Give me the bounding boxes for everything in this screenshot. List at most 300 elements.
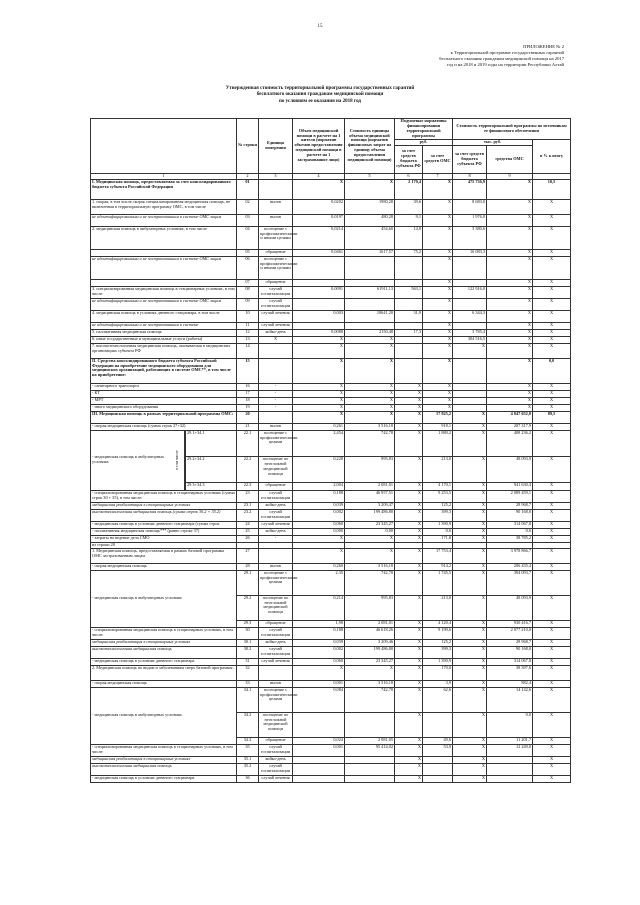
header-budget-cost: за счет средств бюджета субъекта РФ xyxy=(453,145,487,173)
cell-c5: 995,83 xyxy=(345,595,395,620)
cell-c8: 16 083,3 xyxy=(453,249,487,256)
cell-c7: X xyxy=(423,397,453,404)
cell-c3: - xyxy=(259,383,293,390)
cell-c10: X xyxy=(533,646,571,658)
cell-c5: X xyxy=(345,390,395,397)
cell-c2: 01 xyxy=(237,179,259,199)
cell-c2: 20 xyxy=(237,411,259,423)
cell-c9: X xyxy=(487,322,533,329)
cell-c3: случай госпитализации xyxy=(259,509,293,521)
cell-c7: 1 880,2 xyxy=(423,430,453,456)
cell-c9: X xyxy=(487,336,533,343)
cell-c4: 2,35 xyxy=(293,570,345,595)
cell-c10: X xyxy=(533,665,571,680)
cell-c8: 3 380,6 xyxy=(453,226,487,249)
cell-c3: случай госпитализации xyxy=(259,627,293,639)
cell-c2: 26 xyxy=(237,535,259,542)
cell-c3: посещение с профилактическими целями xyxy=(259,430,293,456)
cell-c8: X xyxy=(453,756,487,763)
cell-c6 xyxy=(395,336,423,343)
cell-c8: X xyxy=(453,548,487,563)
cell-c6: X xyxy=(395,430,423,456)
cell-c9: 408 236,2 xyxy=(487,430,533,456)
sub-rows xyxy=(185,431,236,490)
cell-c3: посещение по неотложной медицинской помощи xyxy=(259,595,293,620)
cell-c3: случай лечения xyxy=(259,521,293,528)
cell-c10: X xyxy=(533,430,571,456)
cell-c5 xyxy=(345,775,395,782)
cell-c3: посещение по неотложной медицинской помощи xyxy=(259,712,293,737)
cell-c10: X xyxy=(533,509,571,521)
cell-c10: X xyxy=(533,639,571,646)
cell-c5: 1980,28 xyxy=(345,199,395,214)
column-number: 7 xyxy=(423,173,453,179)
table-row xyxy=(91,256,571,279)
cell-c10: X xyxy=(533,744,571,756)
cell-c4: 0,024 xyxy=(293,737,345,744)
cell-c5: 454,60 xyxy=(345,226,395,249)
cell-c7: 4 120,4 xyxy=(423,620,453,627)
cell-c4: 0,001 xyxy=(293,744,345,756)
cell-c3: койко-день xyxy=(259,639,293,646)
cell-c4 xyxy=(293,298,345,310)
cell-c9: 38 397,6 xyxy=(487,665,533,680)
cell-c7: 53,9 xyxy=(423,744,453,756)
cell-c4: X xyxy=(293,383,345,390)
cell-c3: случай госпитализации xyxy=(259,763,293,775)
cell-c6: X xyxy=(395,423,423,430)
cell-c7: 1 390,9 xyxy=(423,521,453,528)
group-vertical-label: в том числе xyxy=(175,431,185,490)
cell-c7: 0,0 xyxy=(423,528,453,535)
appendix-line: к Территориальной программе государственных гарантий xyxy=(450,50,564,55)
table-row xyxy=(91,423,571,430)
cell-c7: 49,6 xyxy=(423,737,453,744)
appendix-caption xyxy=(439,44,564,68)
cell-c9: X xyxy=(487,329,533,336)
cell-c6: 17,3 xyxy=(395,329,423,336)
table-row xyxy=(91,548,571,563)
cell-c2: 35.1 xyxy=(237,756,259,763)
cell-c10: X xyxy=(533,322,571,329)
cell-c5: 3 209,47 xyxy=(345,502,395,509)
cell-c4: 0,188 xyxy=(293,490,345,502)
cell-c6 xyxy=(395,256,423,279)
cell-c7 xyxy=(423,763,453,775)
cell-c10: X xyxy=(533,627,571,639)
cell-c1: - специализированная медицинская помощь в стационарных условиях, в том числе: xyxy=(91,744,237,756)
cell-c5: X xyxy=(345,535,395,542)
cell-c6: X xyxy=(395,390,423,397)
cell-c10: X xyxy=(533,279,571,286)
cell-c1: - медицинская помощь в условиях дневного стационара (сумма строк xyxy=(91,521,237,528)
cell-c9: 0,0 xyxy=(487,528,533,535)
cell-c6: X xyxy=(395,627,423,639)
cell-c4: 0,001 xyxy=(293,680,345,687)
cell-c5: 95 414,02 xyxy=(345,744,395,756)
cell-c4: X xyxy=(293,397,345,404)
cell-c4 xyxy=(293,775,345,782)
cell-c9: X xyxy=(487,286,533,298)
cell-c10: X xyxy=(533,343,571,358)
cell-c10: X xyxy=(533,329,571,336)
cell-c2: 30.2 xyxy=(237,646,259,658)
cell-c2: 22.2 xyxy=(237,456,259,482)
cell-c4: X xyxy=(293,179,345,199)
cell-c2: 14 xyxy=(237,343,259,358)
cell-c10: X xyxy=(533,390,571,397)
cell-c7: X xyxy=(423,343,453,358)
cell-c3: - xyxy=(259,397,293,404)
cell-c6 xyxy=(395,298,423,310)
cell-c4: 0,261 xyxy=(293,423,345,430)
cell-c9 xyxy=(487,763,533,775)
cell-c1: - паллиативная медицинская помощь*** (равно строке 37) xyxy=(91,528,237,535)
cell-c7: 1 390,9 xyxy=(423,658,453,665)
header-unit-cost: Стоимость единицы объема медицинской помощи (норматив финансовых затрат на единицу объема предоставления медицинской помощи) xyxy=(345,119,395,174)
cell-c1: 2. медицинская помощь в амбулаторных условиях, в том числе xyxy=(91,226,237,249)
cell-c10: X xyxy=(533,535,571,542)
cell-c6: X xyxy=(395,775,423,782)
cell-c10: X xyxy=(533,199,571,214)
cell-c5: 995,83 xyxy=(345,456,395,482)
cell-c4: 0,260 xyxy=(293,563,345,570)
cell-c9 xyxy=(487,756,533,763)
page-number: 15 xyxy=(317,24,323,29)
cell-c4: X xyxy=(293,390,345,397)
table-row xyxy=(91,687,571,712)
cell-c1: медицинская реабилитация в стационарных условиях xyxy=(91,502,237,509)
cell-c1: высокотехнологичная медицинская помощь xyxy=(91,646,237,658)
cell-c7: X xyxy=(423,199,453,214)
cell-c7: 125,2 xyxy=(423,502,453,509)
cell-c1: не идентифицированным и не застрахованным в системе xyxy=(91,322,237,329)
cell-c7: 3,9 xyxy=(423,680,453,687)
cell-c8 xyxy=(453,390,487,397)
cell-c5: 742,78 xyxy=(345,687,395,712)
cell-c1: - иного медицинского оборудования xyxy=(91,404,237,411)
cell-c3: посещение с профилактическими и иными целями xyxy=(259,256,293,279)
cell-c5: 2150,48 xyxy=(345,329,395,336)
title-line: Утвержденная стоимость территориальной программы государственных гарантий xyxy=(225,86,415,91)
cell-c5 xyxy=(345,756,395,763)
table-row xyxy=(91,397,571,404)
table-row xyxy=(91,343,571,358)
cell-c4: 0,084 xyxy=(293,687,345,712)
cell-c2: 07 xyxy=(237,279,259,286)
header-thousand-rub: тыс. руб. xyxy=(453,139,533,145)
cell-c2: 15 xyxy=(237,358,259,383)
cell-c8: X xyxy=(453,744,487,756)
cell-c7: 1 745,5 xyxy=(423,570,453,595)
cell-c2: 10 xyxy=(237,310,259,322)
cell-c7: 918,1 xyxy=(423,423,453,430)
cell-c5: X xyxy=(345,383,395,390)
cell-c3: - xyxy=(259,390,293,397)
cell-c2: 28 xyxy=(237,563,259,570)
cell-c9: 90 168,0 xyxy=(487,646,533,658)
cell-c8: X xyxy=(453,423,487,430)
cell-c9: 314 067,8 xyxy=(487,521,533,528)
cell-c7: X xyxy=(423,404,453,411)
cell-c4: X xyxy=(293,358,345,383)
cell-c10: X xyxy=(533,658,571,665)
cell-c4: 1,98 xyxy=(293,620,345,627)
cell-c6: 31,9 xyxy=(395,310,423,322)
cell-c2: 22.3 xyxy=(237,483,259,490)
cell-c1: не идентифицированным и не застрахованным в системе ОМС лицам xyxy=(91,256,237,279)
cell-c6: X xyxy=(395,687,423,712)
cell-c10: 89,5 xyxy=(533,411,571,423)
cell-c4: 2,004 xyxy=(293,483,345,490)
cell-c6: 9,1 xyxy=(395,214,423,226)
cell-c6: X xyxy=(395,570,423,595)
table-row xyxy=(91,665,571,680)
cell-c9: 941 630,4 xyxy=(487,483,533,490)
cell-c9: 48 093,9 xyxy=(487,595,533,620)
document-title xyxy=(150,86,490,105)
cell-c5 xyxy=(345,256,395,279)
cost-table xyxy=(90,118,571,783)
cell-c6: X xyxy=(395,509,423,521)
cell-c1: 1. скорая, в том числе скорая специализированная медицинская помощь, не включенная в территориальную программу ОМС, в том числе xyxy=(91,199,237,214)
cell-c9: 28 968,7 xyxy=(487,502,533,509)
cell-c7: X xyxy=(423,358,453,383)
cell-c2: 11 xyxy=(237,322,259,329)
cell-c2: 04 xyxy=(237,226,259,249)
cell-c5: X xyxy=(345,336,395,343)
cell-c2: 05 xyxy=(237,249,259,256)
header-volume: Объем медицинской помощи в расчете на 1 жителя (норматив объемов предоставления медицинской помощи в расчете на 1 застрахованное лицо) xyxy=(293,119,345,174)
table-row xyxy=(91,627,571,639)
appendix-line: год и на 2018 и 2019 годы на территории Республики Алтай xyxy=(446,62,564,67)
cell-c9: X xyxy=(487,390,533,397)
cell-c1: 6. иные государственные и муниципальные услуги (работы) xyxy=(91,336,237,343)
cell-c2: 17 xyxy=(237,390,259,397)
cell-c6 xyxy=(395,358,423,383)
column-number: 4 xyxy=(293,173,345,179)
cell-c5: 480,28 xyxy=(345,214,395,226)
cell-c9: 2 077 210,0 xyxy=(487,627,533,639)
cell-c10: X xyxy=(533,763,571,775)
cell-c4: 0,039 xyxy=(293,502,345,509)
cell-c9: X xyxy=(487,310,533,322)
cell-c10: X xyxy=(533,595,571,620)
cell-c5: 2 081,01 xyxy=(345,483,395,490)
cell-c3: обращение xyxy=(259,620,293,627)
cell-c5: X xyxy=(345,397,395,404)
cell-c2: 23 xyxy=(237,490,259,502)
cell-c2: 09 xyxy=(237,298,259,310)
column-number: 5 xyxy=(345,173,395,179)
cell-c1: - КТ xyxy=(91,390,237,397)
cell-c10: X xyxy=(533,563,571,570)
cell-c9: 28 968,7 xyxy=(487,639,533,646)
cell-c3: - xyxy=(259,404,293,411)
cell-c9: 207 317,9 xyxy=(487,423,533,430)
cell-c1: - скорая медицинская помощь (сумма строк 27+32) xyxy=(91,423,237,430)
cell-c10: X xyxy=(533,310,571,322)
cell-c7: 17 753,4 xyxy=(423,548,453,563)
cell-c9: X xyxy=(487,358,533,383)
cell-c5: 742,78 xyxy=(345,430,395,456)
cell-c8: 6 344,3 xyxy=(453,310,487,322)
cell-c8: X xyxy=(453,456,487,482)
cell-c2: 35.2 xyxy=(237,763,259,775)
cell-c10: X xyxy=(533,397,571,404)
cell-c2: 13 xyxy=(237,336,259,343)
cell-c5: 61911,13 xyxy=(345,286,395,298)
cell-c6: X xyxy=(395,411,423,423)
cell-c1: не идентифицированным и не застрахованным в системе ОМС лицам xyxy=(91,214,237,226)
cell-c3: обращение xyxy=(259,279,293,286)
cell-c9: 930 416,7 xyxy=(487,620,533,627)
group-label-cell xyxy=(91,430,237,490)
cell-c6: X xyxy=(395,737,423,744)
cell-c6: X xyxy=(395,502,423,509)
cell-c3: посещение с профилактическими целями xyxy=(259,570,293,595)
header-budget-per-capita: за счет средств бюджета субъекта РФ xyxy=(395,145,423,173)
cell-c8: 3 785,4 xyxy=(453,329,487,336)
cell-c8: X xyxy=(453,658,487,665)
cell-c5: 46 618,26 xyxy=(345,627,395,639)
cell-c4 xyxy=(293,756,345,763)
cell-c10: X xyxy=(533,383,571,390)
cell-c4: 0,0197 xyxy=(293,214,345,226)
cell-c10: X xyxy=(533,687,571,712)
cell-c2: 27 xyxy=(237,548,259,563)
cell-c2: 34.2 xyxy=(237,712,259,737)
cell-c7: 170,0 xyxy=(423,665,453,680)
cell-c10: X xyxy=(533,502,571,509)
cell-c6: X xyxy=(395,490,423,502)
cell-c2: 32 xyxy=(237,665,259,680)
cell-c10: 0,0 xyxy=(533,358,571,383)
cell-c8: X xyxy=(453,687,487,712)
cell-c1: медицинская реабилитация в стационарных условиях xyxy=(91,756,237,763)
cell-c8: X xyxy=(453,595,487,620)
cell-c7: 9 253,5 xyxy=(423,490,453,502)
cell-c3: случай госпитализации xyxy=(259,744,293,756)
cell-c3: X xyxy=(259,336,293,343)
cell-c4: 0,0202 xyxy=(293,199,345,214)
cell-c2: 35 xyxy=(237,744,259,756)
cell-c10: X xyxy=(533,214,571,226)
cell-c8: X xyxy=(453,775,487,782)
header-program-cost: Стоимость территориальной программы по источникам ее финансового обеспечения xyxy=(453,119,571,140)
cell-c5: X xyxy=(345,358,395,383)
cell-c1: 2. Медицинская помощь по видам и заболеваниям сверх базовой программы: xyxy=(91,665,237,680)
header-per-capita: Подушевые нормативы финансирования территориальной программы xyxy=(395,119,453,140)
cell-c2: 31 xyxy=(237,658,259,665)
cell-c8: 8 683,0 xyxy=(453,199,487,214)
cell-c8: X xyxy=(453,646,487,658)
cell-c7: 399,3 xyxy=(423,509,453,521)
cell-c7 xyxy=(423,712,453,737)
cell-c1: - специализированная медицинская помощь в стационарных условиях (сумма строк 30 + 35), в том числе: xyxy=(91,490,237,502)
cell-c9: X xyxy=(487,298,533,310)
cell-c3: обращение xyxy=(259,737,293,744)
cell-c3: вызов xyxy=(259,563,293,570)
cell-c4: 0,002 xyxy=(293,509,345,521)
cell-c6: X xyxy=(395,639,423,646)
cell-c4: X xyxy=(293,535,345,542)
cell-c5: X xyxy=(345,179,395,199)
title-line: бесплатного оказания гражданам медицинской помощи xyxy=(256,92,384,98)
cell-c7: 399,3 xyxy=(423,646,453,658)
cell-c4: 0,002 xyxy=(293,646,345,658)
cell-c5: X xyxy=(345,343,395,358)
cell-c7: X xyxy=(423,390,453,397)
cell-c2: 23.1 xyxy=(237,502,259,509)
cell-c6: X xyxy=(395,595,423,620)
cell-c8: 475 736,9 xyxy=(453,179,487,199)
cell-c8: X xyxy=(453,509,487,521)
header-oms-cost: средства ОМС xyxy=(487,145,533,173)
cell-c7: 213,0 xyxy=(423,595,453,620)
cell-c2: 18 xyxy=(237,397,259,404)
header-rub: руб. xyxy=(395,139,453,145)
cell-c5: 2 081,05 xyxy=(345,737,395,744)
cell-c1: I. Медицинская помощь, предоставляемая за счет консолидированного бюджета субъекта Российской Федерации xyxy=(91,179,237,199)
cell-c8: X xyxy=(453,627,487,639)
cell-c2: 06 xyxy=(237,256,259,279)
cell-c7: 62,6 xyxy=(423,687,453,712)
cell-c6: X xyxy=(395,383,423,390)
cell-c9: X xyxy=(487,226,533,249)
cell-c7: X xyxy=(423,214,453,226)
cell-c1: - скорая медицинская помощь xyxy=(91,680,237,687)
cell-c6: X xyxy=(395,744,423,756)
cell-c1: 4. медицинская помощь в условиях дневного стационара, в том числе xyxy=(91,310,237,322)
cell-c6: X xyxy=(395,535,423,542)
cell-c9: 2 089 459,1 xyxy=(487,490,533,502)
cell-c9: 38 785,2 xyxy=(487,535,533,542)
cell-c5: 23 345,27 xyxy=(345,658,395,665)
cell-c4: X xyxy=(293,336,345,343)
cell-c9: 48 093,9 xyxy=(487,456,533,482)
cell-c8: X xyxy=(453,521,487,528)
cell-c10: X xyxy=(533,775,571,782)
group-label: - медицинская помощь в амбулаторных условиях xyxy=(92,454,165,465)
cell-c6: X xyxy=(395,397,423,404)
cell-c2: 23.2 xyxy=(237,509,259,521)
cell-c9: X xyxy=(487,383,533,390)
cell-c3: посещение с профилактическими целями xyxy=(259,687,293,712)
column-number: 2 xyxy=(237,173,259,179)
cell-c1: - медицинская помощь в условиях дневного стационара xyxy=(91,775,237,782)
header-percent: в % к итогу xyxy=(533,139,571,173)
cell-c4: 0,0088 xyxy=(293,329,345,336)
group-label-cell: - медицинская помощь в амбулаторных условиях xyxy=(91,687,237,744)
cell-c1: не идентифицированным и не застрахованным в системе ОМС лицам xyxy=(91,298,237,310)
table-row xyxy=(91,775,571,782)
table-row xyxy=(91,199,571,214)
cell-c8: X xyxy=(453,563,487,570)
cell-c1: - скорая медицинская помощь xyxy=(91,563,237,570)
column-number: 3 xyxy=(259,173,293,179)
cell-c5 xyxy=(345,712,395,737)
cell-c9: 314 067,8 xyxy=(487,658,533,665)
cell-c7: 9 199,6 xyxy=(423,627,453,639)
table-row xyxy=(91,383,571,390)
cell-c10: X xyxy=(533,528,571,535)
cell-c8: X xyxy=(453,665,487,680)
cell-c10: X xyxy=(533,620,571,627)
cell-c5: X xyxy=(345,665,395,680)
cell-c10: X xyxy=(533,680,571,687)
cell-c7 xyxy=(423,756,453,763)
